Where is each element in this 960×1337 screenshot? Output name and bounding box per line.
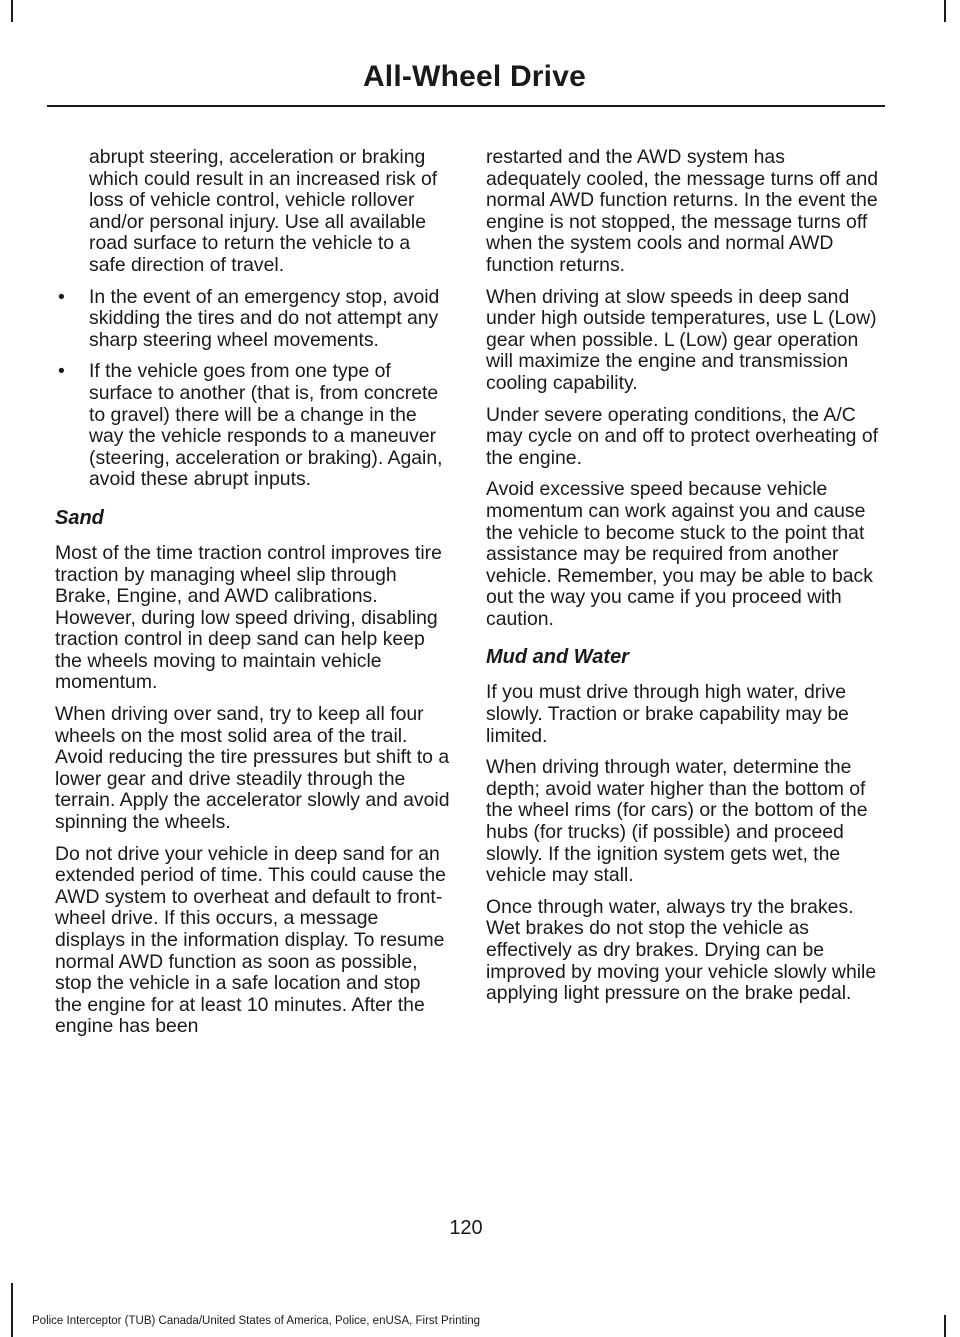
bullet-text: In the event of an emergency stop, avoid skidding the tires and do not attempt any sharp steering wheel movements. <box>89 285 440 351</box>
paragraph: Most of the time traction control improves tire traction by managing wheel slip through Brake, Engine, and AWD calibrations. However, during low speed driving, disabling traction control in deep sand can help keep the wheels moving to maintain vehicle momentum. <box>55 541 442 694</box>
crop-mark-bottom-right <box>944 1315 946 1337</box>
right-column <box>486 147 882 1015</box>
header-rule <box>47 105 885 107</box>
crop-mark-bottom-left <box>11 1283 13 1337</box>
paragraph: Once through water, always try the brakes. Wet brakes do not stop the vehicle as effectively as dry brakes. Drying can be improved by moving your vehicle slowly while applying light pressure on the brake pedal. <box>486 895 877 1005</box>
paragraph: Do not drive your vehicle in deep sand for an extended period of time. This could cause the AWD system to overheat and default to front-wheel drive. If this occurs, a message displays in the information display. To resume normal AWD function as soon as possible, stop the vehicle in a safe location and stop the engine for at least 10 minutes. After the engine has been <box>55 842 446 1038</box>
edition-footer: Police Interceptor (TUB) Canada/United States of America, Police, enUSA, First Printing <box>32 1315 481 1327</box>
section-heading-mud-and-water: Mud and Water <box>486 646 629 669</box>
intro-paragraph: abrupt steering, acceleration or braking which could result in an increased risk of loss of vehicle control, vehicle rollover and/or personal injury. Use all available road surface to return the vehicle to a safe direction of travel. <box>89 146 438 276</box>
paragraph: If you must drive through high water, drive slowly. Traction or brake capability may be limited. <box>486 681 849 747</box>
paragraph: Avoid excessive speed because vehicle momentum can work against you and cause the vehicle to become stuck to the point that assistance may be required from another vehicle. Remember, you may be able to back out the way you came if you proceed with caution. <box>486 478 873 630</box>
paragraph: When driving at slow speeds in deep sand under high outside temperatures, use L (Low) gear when possible. L (Low) gear operation will maximize the engine and transmission cooling capability. <box>486 285 877 394</box>
bullet-list <box>55 287 450 491</box>
paragraph: restarted and the AWD system has adequately cooled, the message turns off and normal AWD function returns. In the event the engine is not stopped, the message turns off when the system cools and normal AWD function returns. <box>486 146 879 276</box>
left-column <box>55 147 450 1048</box>
paragraph: Under severe operating conditions, the A/C may cycle on and off to protect overheating of the engine. <box>486 403 878 469</box>
list-item <box>55 287 450 352</box>
page-number: 120 <box>449 1217 483 1239</box>
page-title: All-Wheel Drive <box>362 60 586 93</box>
list-item <box>55 361 450 491</box>
paragraph: When driving through water, determine the depth; avoid water higher than the bottom of the wheel rims (for cars) or the bottom of the hubs (for trucks) (if possible) and proceed slowly. If the ignition system gets wet, the vehicle may stall. <box>486 756 868 887</box>
bullet-text: If the vehicle goes from one type of surface to another (that is, from concrete to gravel) there will be a change in the way the vehicle responds to a maneuver (steering, acceleration or braking). Again, avoid these abrupt inputs. <box>89 360 443 491</box>
bullet-icon: • <box>58 360 65 383</box>
bullet-icon: • <box>58 285 65 308</box>
paragraph: When driving over sand, try to keep all four wheels on the most solid area of the trail. Avoid reducing the tire pressures but shift to a lower gear and drive steadily through the terrain. Apply the accelerator slowly and avoid spinning the wheels. <box>55 703 450 834</box>
crop-mark-top-left <box>11 0 13 22</box>
section-heading-sand: Sand <box>55 506 104 529</box>
crop-mark-top-right <box>944 0 946 22</box>
